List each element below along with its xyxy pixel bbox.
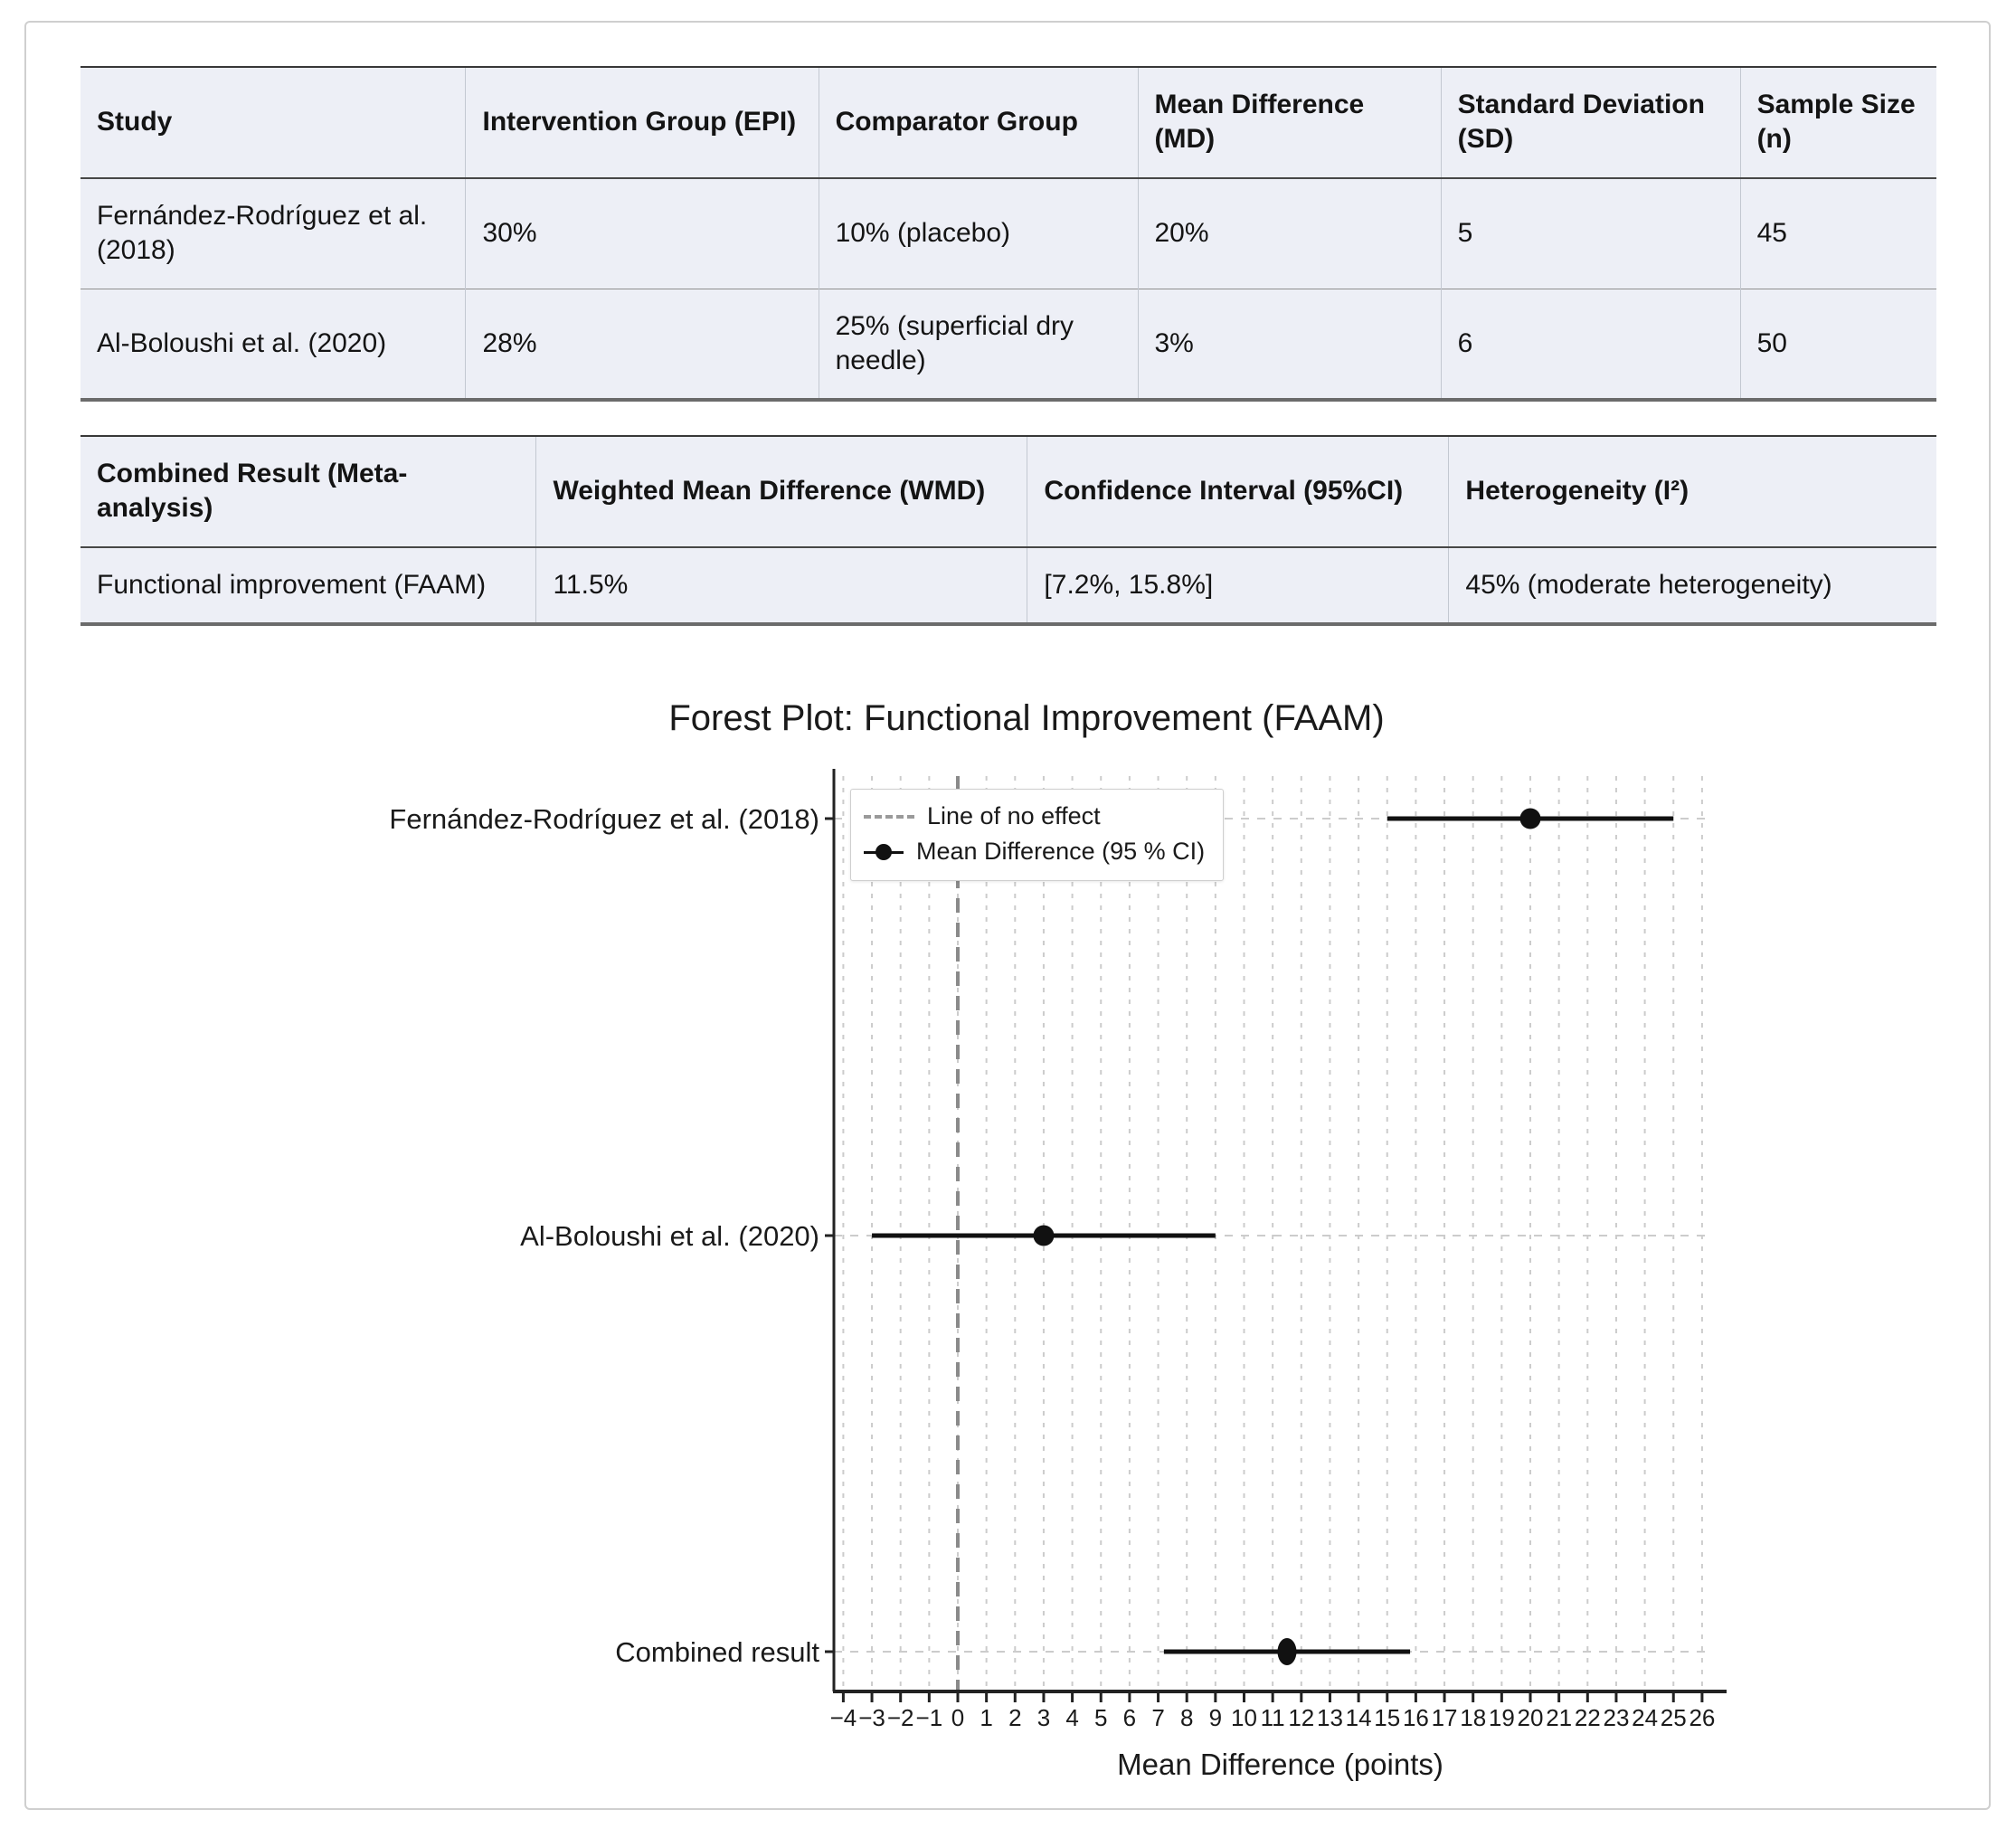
x-tick-label: 5 (1094, 1704, 1108, 1731)
combined-table (80, 435, 1936, 626)
x-tick-label: 12 (1288, 1704, 1315, 1731)
column-header: Comparator Group (819, 67, 1138, 178)
x-tick-label: 20 (1517, 1704, 1544, 1731)
x-tick-label: 13 (1316, 1704, 1343, 1731)
mean-difference-marker (1520, 809, 1541, 829)
table-cell: 25% (superficial dry needle) (819, 289, 1138, 400)
column-header: Mean Difference (MD) (1138, 67, 1441, 178)
x-tick-label: 16 (1402, 1704, 1429, 1731)
x-tick-label: 2 (1008, 1704, 1022, 1731)
column-header: Study (80, 67, 466, 178)
table-cell: 5 (1441, 178, 1740, 289)
x-tick-label: 10 (1231, 1704, 1257, 1731)
x-tick-label: 6 (1122, 1704, 1137, 1731)
study-table (80, 66, 1936, 402)
table-cell: 45 (1740, 178, 1936, 289)
x-tick-label: 11 (1260, 1704, 1285, 1731)
legend-label: Line of no effect (927, 802, 1101, 829)
x-tick-label: 1 (980, 1704, 993, 1731)
y-axis-study-label: Fernández-Rodríguez et al. (2018) (389, 803, 819, 835)
mean-difference-marker (1033, 1226, 1054, 1246)
x-tick-label: 26 (1689, 1704, 1716, 1731)
column-header: Combined Result (Meta-analysis) (80, 436, 536, 547)
y-axis-study-label: Combined result (615, 1636, 819, 1668)
table-row (80, 178, 1936, 289)
x-tick-label: 9 (1208, 1704, 1223, 1731)
x-tick-label: 21 (1546, 1704, 1573, 1731)
column-header: Weighted Mean Difference (WMD) (536, 436, 1027, 547)
legend-item-no-effect (864, 799, 1205, 834)
chart-title: Forest Plot: Functional Improvement (FAAM) (668, 698, 1385, 738)
x-tick-label: −2 (886, 1704, 914, 1731)
x-tick-label: 0 (951, 1704, 965, 1731)
table-cell: 45% (moderate heterogeneity) (1449, 547, 1936, 624)
table-cell: [7.2%, 15.8%] (1027, 547, 1449, 624)
table-row (80, 289, 1936, 400)
forest-plot-section (271, 687, 1800, 1800)
combined-effect-marker (1277, 1638, 1296, 1665)
table-cell: 3% (1138, 289, 1441, 400)
dashed-line-icon (864, 815, 914, 819)
x-tick-label: 18 (1460, 1704, 1487, 1731)
legend-label: Mean Difference (95 % CI) (916, 838, 1206, 865)
column-header: Intervention Group (EPI) (466, 67, 819, 178)
x-tick-label: 7 (1151, 1704, 1165, 1731)
x-tick-label: −4 (829, 1704, 857, 1731)
x-tick-label: 19 (1488, 1704, 1515, 1731)
x-tick-label: 8 (1179, 1704, 1194, 1731)
y-axis-study-label: Al-Boloushi et al. (2020) (520, 1220, 819, 1252)
table-cell: 28% (466, 289, 819, 400)
chart-legend (850, 789, 1224, 881)
x-tick-label: 15 (1374, 1704, 1401, 1731)
x-tick-label: 14 (1345, 1704, 1372, 1731)
x-tick-label: 22 (1574, 1704, 1601, 1731)
x-tick-label: 4 (1065, 1704, 1079, 1731)
table-cell: Functional improvement (FAAM) (97, 569, 487, 600)
x-tick-label: −3 (858, 1704, 885, 1731)
column-header: Sample Size (n) (1740, 67, 1936, 178)
legend-item-mean-difference (864, 834, 1205, 869)
table-cell: Al-Boloushi et al. (2020) (80, 289, 466, 400)
table-cell: 50 (1740, 289, 1936, 400)
forest-plot (271, 751, 1800, 1791)
table-row (80, 547, 1936, 624)
column-header: Confidence Interval (95%CI) (1027, 436, 1449, 547)
study-results-table-container (80, 66, 1936, 402)
x-tick-label: 3 (1036, 1704, 1051, 1731)
column-header: Heterogeneity (I²) (1449, 436, 1936, 547)
column-header: Standard Deviation (SD) (1441, 67, 1740, 178)
x-tick-label: 25 (1660, 1704, 1687, 1731)
header-row (80, 436, 1936, 547)
x-axis-label: Mean Difference (points) (1117, 1748, 1443, 1781)
header-row (80, 67, 1936, 178)
table-cell: 20% (1138, 178, 1441, 289)
x-tick-label: −1 (915, 1704, 943, 1731)
x-tick-label: 17 (1431, 1704, 1458, 1731)
table-cell: 6 (1441, 289, 1740, 400)
table-cell: Fernández-Rodríguez et al. (2018) (97, 200, 428, 266)
table-cell: 11.5% (536, 547, 1027, 624)
combined-result-table-container (80, 435, 1936, 626)
x-tick-label: 24 (1632, 1704, 1659, 1731)
ci-marker-icon (864, 844, 904, 860)
x-tick-label: 23 (1603, 1704, 1630, 1731)
table-cell: 30% (466, 178, 819, 289)
table-cell: 10% (placebo) (819, 178, 1138, 289)
